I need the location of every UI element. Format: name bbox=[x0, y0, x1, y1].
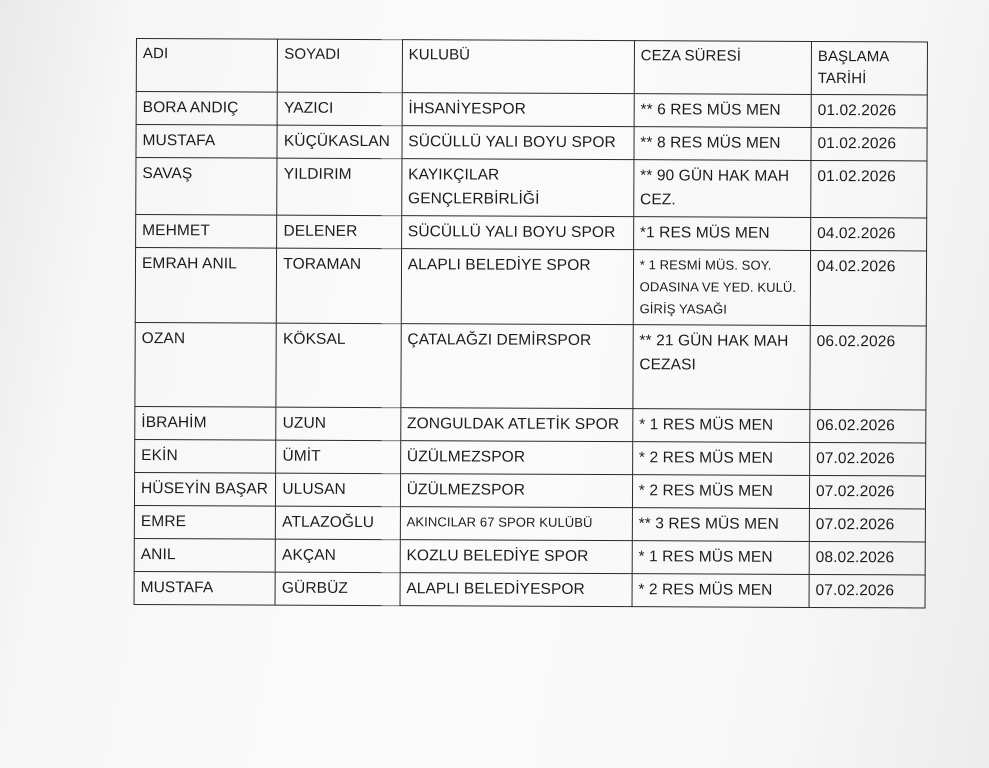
cell-soyadi: ULUSAN bbox=[276, 473, 401, 507]
cell-soyadi: ATLAZOĞLU bbox=[276, 506, 401, 540]
cell-kulubu: ÜZÜLMEZSPOR bbox=[400, 474, 632, 508]
cell-soyadi: UZUN bbox=[276, 407, 401, 441]
table-row bbox=[136, 158, 927, 218]
header-row bbox=[136, 39, 927, 95]
cell-baslama-tarihi: 07.02.2026 bbox=[810, 442, 926, 476]
cell-ceza-suresi: * 1 RES MÜS MEN bbox=[633, 409, 810, 443]
cell-adi: OZAN bbox=[135, 322, 277, 407]
cell-baslama-tarihi: 06.02.2026 bbox=[810, 325, 926, 410]
cell-adi: MEHMET bbox=[136, 215, 277, 249]
penalty-table bbox=[134, 38, 928, 608]
cell-baslama-tarihi: 07.02.2026 bbox=[809, 475, 925, 509]
table-row bbox=[136, 215, 927, 251]
cell-soyadi: KÜÇÜKASLAN bbox=[277, 125, 402, 159]
header-baslama-tarihi: BAŞLAMA TARİHİ bbox=[811, 41, 927, 95]
cell-ceza-suresi: * 2 RES MÜS MEN bbox=[632, 475, 809, 509]
table-row bbox=[136, 125, 927, 161]
cell-soyadi: DELENER bbox=[277, 215, 402, 249]
cell-kulubu: İHSANİYESPOR bbox=[402, 93, 634, 127]
cell-adi: SAVAŞ bbox=[136, 158, 278, 216]
cell-adi: HÜSEYİN BAŞAR bbox=[134, 472, 275, 506]
table-row bbox=[135, 248, 926, 326]
table-row bbox=[135, 322, 926, 409]
table-row bbox=[136, 92, 927, 128]
cell-kulubu: SÜCÜLLÜ YALI BOYU SPOR bbox=[401, 216, 633, 250]
header-soyadi: SOYADI bbox=[278, 39, 403, 93]
cell-baslama-tarihi: 01.02.2026 bbox=[811, 127, 927, 161]
table-row bbox=[134, 538, 925, 574]
cell-soyadi: GÜRBÜZ bbox=[275, 572, 400, 606]
table-row bbox=[135, 439, 926, 475]
cell-adi: EKİN bbox=[135, 439, 276, 473]
cell-kulubu: AKINCILAR 67 SPOR KULÜBÜ bbox=[400, 507, 632, 541]
header-kulubu: KULUBÜ bbox=[402, 40, 634, 94]
cell-baslama-tarihi: 04.02.2026 bbox=[810, 250, 926, 326]
cell-ceza-suresi: * 2 RES MÜS MEN bbox=[632, 442, 809, 476]
cell-ceza-suresi: ** 90 GÜN HAK MAH CEZ. bbox=[633, 160, 810, 218]
table-row bbox=[134, 505, 925, 541]
cell-kulubu: ÇATALAĞZI DEMİRSPOR bbox=[401, 324, 633, 409]
cell-kulubu: ALAPLI BELEDİYESPOR bbox=[400, 573, 632, 607]
cell-baslama-tarihi: 04.02.2026 bbox=[811, 217, 927, 251]
cell-kulubu: SÜCÜLLÜ YALI BOYU SPOR bbox=[402, 126, 634, 160]
cell-kulubu: KAYIKÇILAR GENÇLERBİRLİĞİ bbox=[401, 159, 633, 217]
cell-ceza-suresi: * 1 RESMİ MÜS. SOY. ODASINA VE YED. KULÜ. GİRİŞ YASAĞI bbox=[633, 250, 810, 326]
cell-baslama-tarihi: 01.02.2026 bbox=[811, 94, 927, 128]
cell-ceza-suresi: ** 3 RES MÜS MEN bbox=[632, 508, 809, 542]
cell-adi: EMRAH ANIL bbox=[135, 248, 277, 324]
cell-soyadi: AKÇAN bbox=[275, 539, 400, 573]
cell-adi: MUSTAFA bbox=[136, 125, 277, 159]
cell-ceza-suresi: *1 RES MÜS MEN bbox=[633, 217, 810, 251]
cell-soyadi: TORAMAN bbox=[277, 248, 402, 324]
cell-baslama-tarihi: 08.02.2026 bbox=[809, 541, 925, 575]
cell-ceza-suresi: * 2 RES MÜS MEN bbox=[632, 574, 809, 608]
cell-ceza-suresi: * 1 RES MÜS MEN bbox=[632, 541, 809, 575]
cell-soyadi: ÜMİT bbox=[276, 440, 401, 474]
cell-ceza-suresi: ** 6 RES MÜS MEN bbox=[634, 94, 811, 128]
cell-soyadi: YAZICI bbox=[277, 92, 402, 126]
header-ceza-suresi: CEZA SÜRESİ bbox=[634, 41, 811, 95]
cell-ceza-suresi: ** 21 GÜN HAK MAH CEZASI bbox=[633, 325, 811, 410]
cell-baslama-tarihi: 07.02.2026 bbox=[809, 574, 925, 608]
table-row bbox=[135, 406, 926, 442]
cell-kulubu: KOZLU BELEDİYE SPOR bbox=[400, 540, 632, 574]
table-row bbox=[134, 571, 925, 607]
cell-soyadi: KÖKSAL bbox=[276, 323, 401, 408]
cell-adi: BORA ANDIÇ bbox=[136, 92, 277, 126]
cell-baslama-tarihi: 06.02.2026 bbox=[810, 409, 926, 443]
header-adi: ADI bbox=[136, 39, 278, 93]
cell-kulubu: ALAPLI BELEDİYE SPOR bbox=[401, 249, 633, 325]
table-row bbox=[134, 472, 925, 508]
cell-soyadi: YILDIRIM bbox=[277, 158, 402, 216]
cell-baslama-tarihi: 01.02.2026 bbox=[811, 160, 927, 218]
cell-adi: EMRE bbox=[134, 505, 275, 539]
cell-ceza-suresi: ** 8 RES MÜS MEN bbox=[634, 127, 811, 161]
cell-kulubu: ZONGULDAK ATLETİK SPOR bbox=[400, 408, 632, 442]
cell-baslama-tarihi: 07.02.2026 bbox=[809, 508, 925, 542]
cell-adi: İBRAHİM bbox=[135, 406, 276, 440]
cell-kulubu: ÜZÜLMEZSPOR bbox=[400, 441, 632, 475]
cell-adi: MUSTAFA bbox=[134, 571, 275, 605]
cell-adi: ANIL bbox=[134, 538, 275, 572]
